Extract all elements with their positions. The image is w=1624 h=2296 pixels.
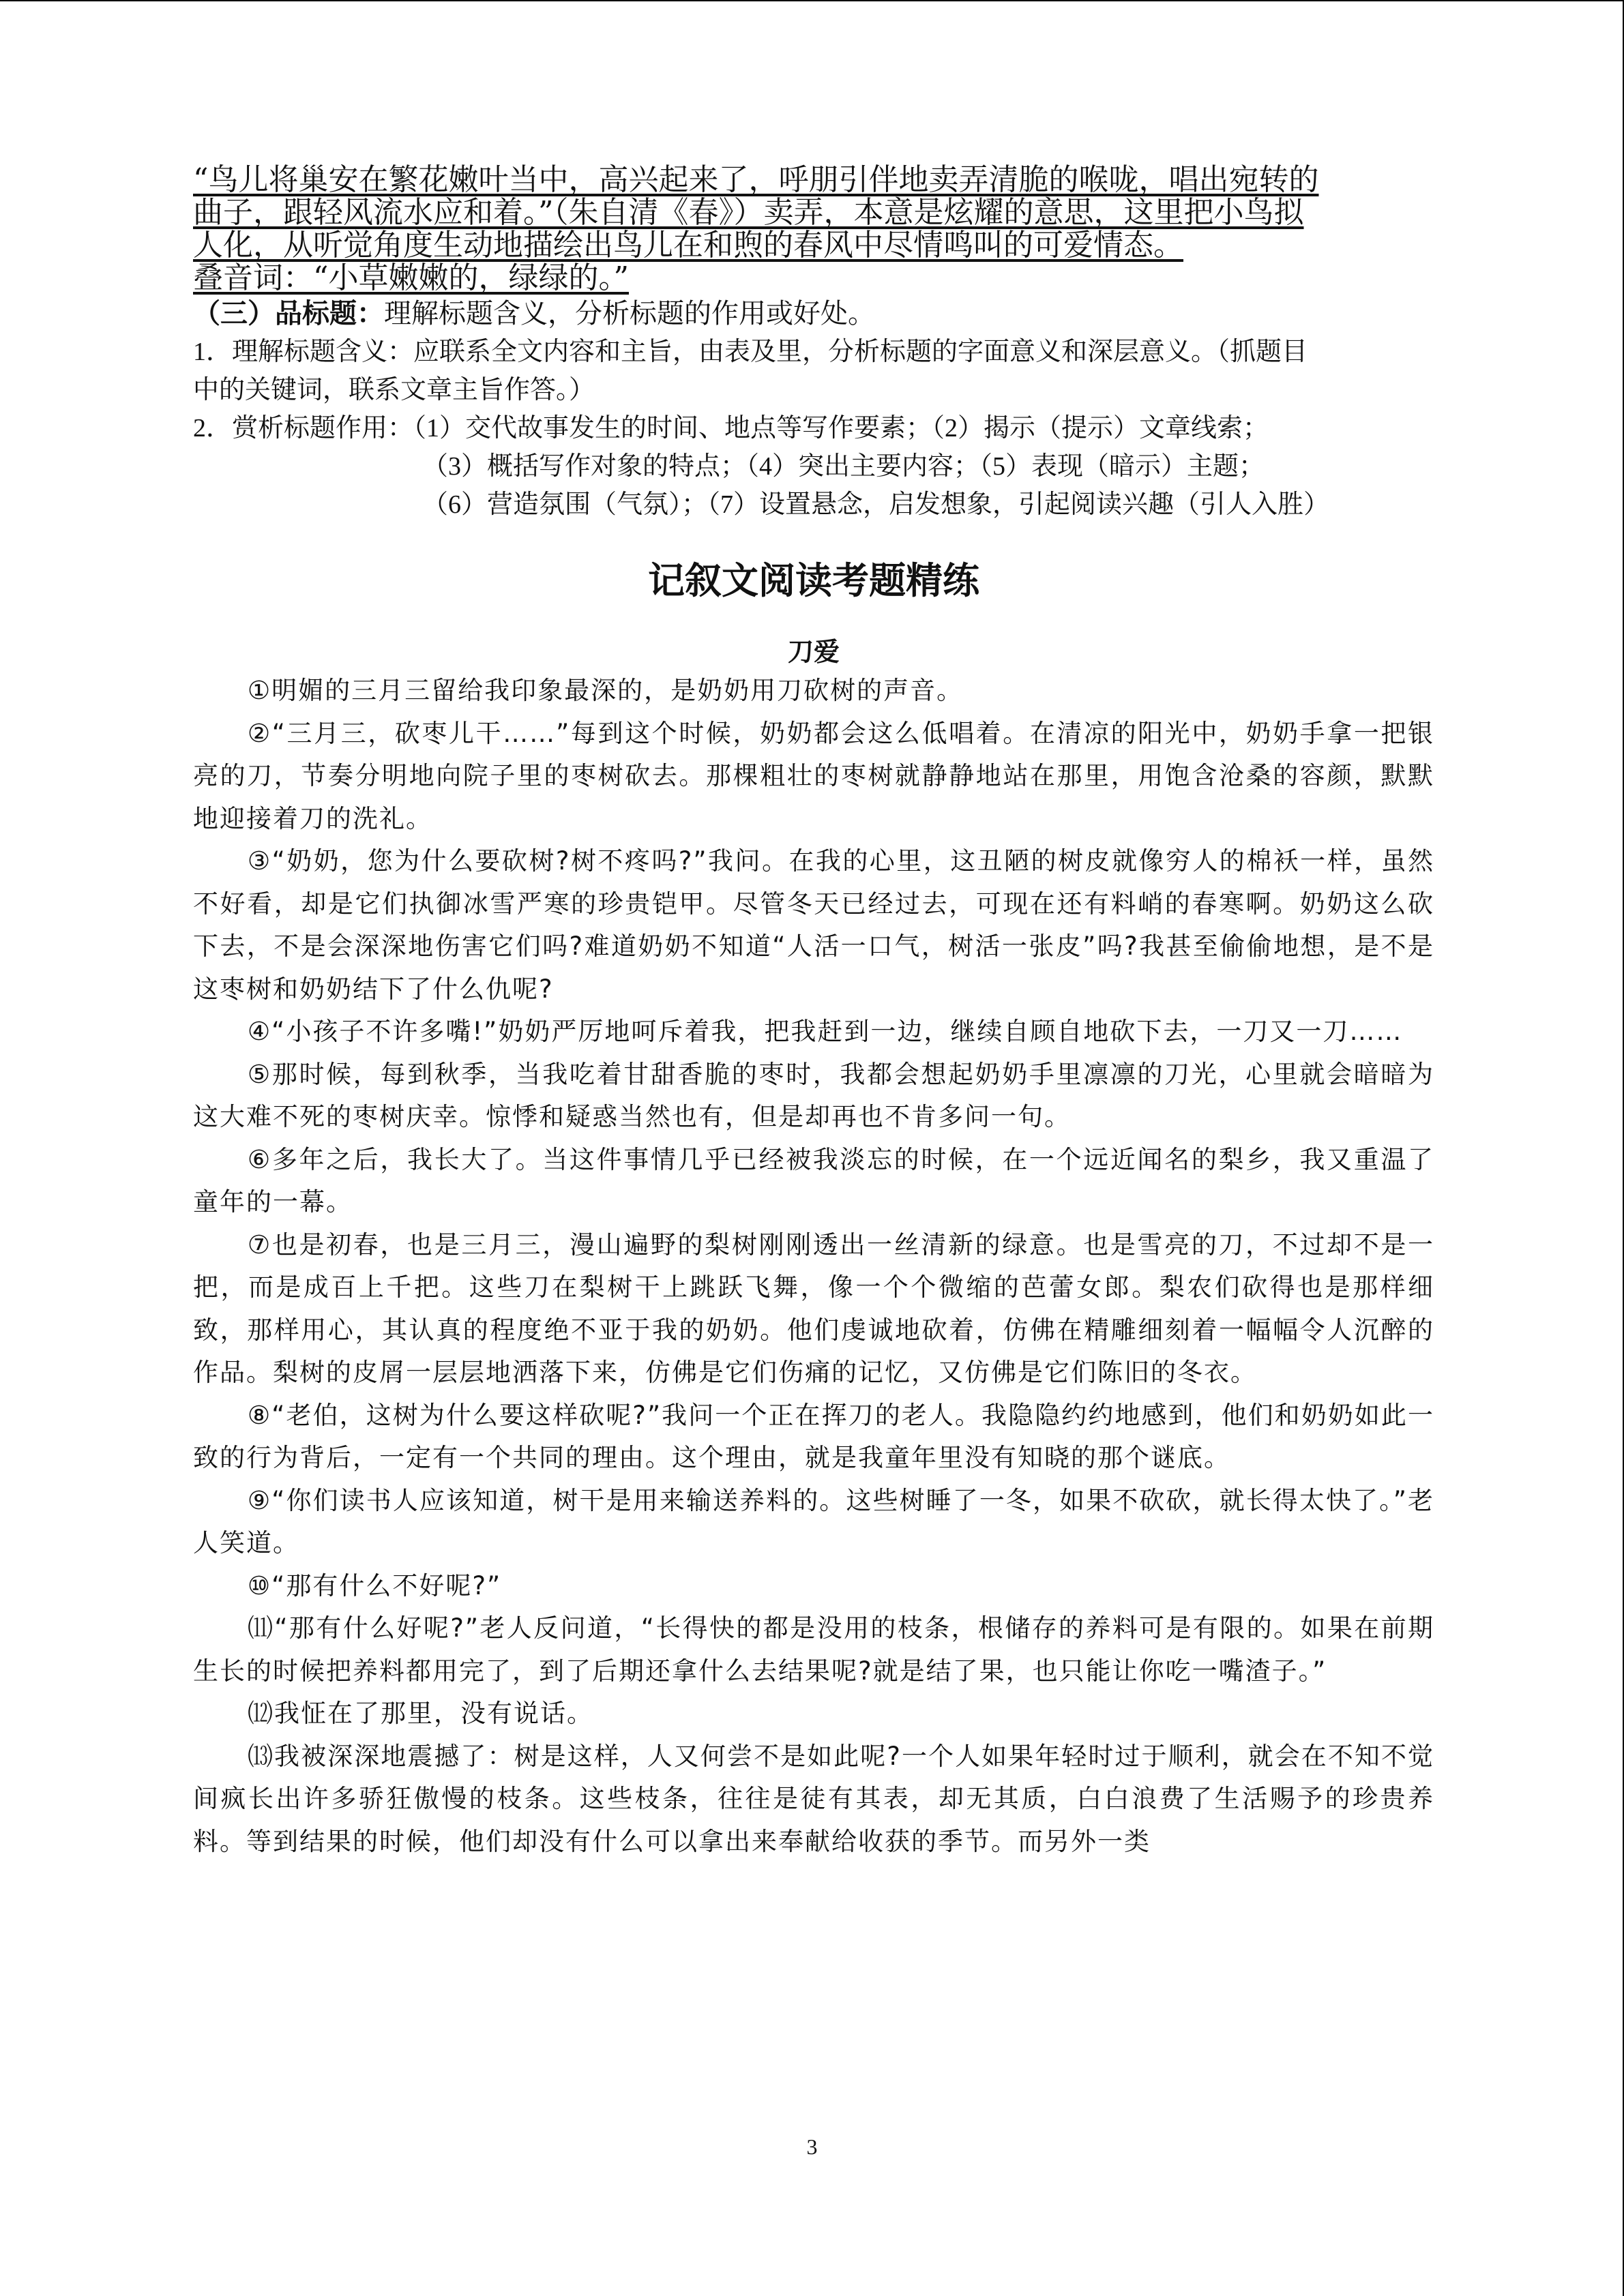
article-paragraph: ⑨“你们读书人应该知道，树干是用来输送养料的。这些树睡了一冬，如果不砍砍，就长得太快了。”老人笑道。 <box>193 1485 1434 1557</box>
section-item-text: （6）营造氛围（气氛）；（7）设置悬念，启发想象，引起阅读兴趣（引人入胜） <box>422 490 1330 519</box>
article-paragraph: ⑦也是初春，也是三月三，漫山遍野的梨树刚刚透出一丝清新的绿意。也是雪亮的刀，不过却不是一把，而是成百上千把。这些刀在梨树干上跳跃飞舞，像一个个微缩的芭蕾女郎。梨农们砍得也是那样细致，那样用心，其认真的程度绝不亚于我的奶奶。他们虔诚地砍着，仿佛在精雕细刻着一幅幅令人沉醉的作品。梨树的皮屑一层层地洒落下来，仿佛是它们伤痛的记忆，又仿佛是它们陈旧的冬衣。 <box>193 1229 1434 1387</box>
quote-line: “鸟儿将巢安在繁花嫩叶当中，高兴起来了，呼朋引伴地卖弄清脆的喉咙，唱出宛转的 <box>193 164 1319 196</box>
section-item-text: 中的关键词，联系文章主旨作答。） <box>193 376 595 404</box>
article-paragraph: ⑤那时候，每到秋季，当我吃着甘甜香脆的枣时，我都会想起奶奶手里凛凛的刀光，心里就会暗暗为这大难不死的枣树庆幸。惊悸和疑惑当然也有，但是却再也不肯多问一句。 <box>193 1059 1434 1131</box>
section-heading-row <box>193 295 1434 333</box>
article-paragraph: ①明媚的三月三留给我印象最深的，是奶奶用刀砍树的声音。 <box>248 676 964 705</box>
article-paragraph: ⒀我被深深地震撼了：树是这样，人又何尝不是如此呢?一个人如果年轻时过于顺利，就会在不知不觉间疯长出许多骄狂傲慢的枝条。这些枝条，往往是徒有其表，却无其质，白白浪费了生活赐予的珍贵养料。等到结果的时候，他们却没有什么可以拿出来奉献给收获的季节。而另外一类 <box>193 1741 1434 1856</box>
section-item-text: （3）概括写作对象的特点；（4）突出主要内容；（5）表现（暗示）主题； <box>422 452 1265 481</box>
section-item-text: 1．理解标题含义：应联系全文内容和主旨，由表及里，分析标题的字面意义和深层意义。（抓题目 <box>193 338 1308 366</box>
article-paragraph: ⑧“老伯，这树为什么要这样砍呢?”我问一个正在挥刀的老人。我隐隐约约地感到，他们和奶奶如此一致的行为背后，一定有一个共同的理由。这个理由，就是我童年里没有知晓的那个谜底。 <box>193 1400 1434 1472</box>
section-title-analysis <box>193 295 1434 524</box>
section-heading-desc: 理解标题含义，分析标题的作用或好处。 <box>384 298 875 329</box>
article-paragraph: ④“小孩子不许多嘴!”奶奶严厉地呵斥着我，把我赶到一边，继续自顾自地砍下去，一刀又一刀…… <box>248 1017 1403 1046</box>
quote-line: 叠音词：“小草嫩嫩的，绿绿的。” <box>193 262 629 295</box>
article-paragraph: ②“三月三，砍枣儿干……”每到这个时候，奶奶都会这么低唱着。在清凉的阳光中，奶奶手拿一把银亮的刀，节奏分明地向院子里的枣树砍去。那棵粗壮的枣树就静静地站在那里，用饱含沧桑的容颜，默默地迎接着刀的洗礼。 <box>193 718 1434 833</box>
article-paragraph: ⑥多年之后，我长大了。当这件事情几乎已经被我淡忘的时候，在一个远近闻名的梨乡，我又重温了童年的一幕。 <box>193 1144 1434 1217</box>
section-item-text: 2．赏析标题作用：（1）交代故事发生的时间、地点等写作要素；（2）揭示（提示）文章线索； <box>193 414 1269 443</box>
article-title: 刀爱 <box>787 637 840 667</box>
quote-line: 曲子，跟轻风流水应和着。”（朱自清《春》）卖弄，本意是炫耀的意思，这里把小鸟拟 <box>193 196 1304 229</box>
article-paragraph: ⑩“那有什么不好呢?” <box>248 1570 502 1600</box>
article-body <box>193 670 1434 1863</box>
article-paragraph: ⑿我怔在了那里，没有说话。 <box>248 1699 593 1728</box>
article-paragraph: ⑾“那有什么好呢?”老人反问道，“长得快的都是没用的枝条，根储存的养料可是有限的。如果在前期生长的时候把养料都用完了，到了后期还拿什么去结果呢?就是结了果，也只能让你吃一嘴渣子。” <box>193 1613 1434 1686</box>
page-content <box>193 164 1434 1863</box>
section-heading: （三）品标题： <box>193 298 384 329</box>
main-title: 记叙文阅读考题精练 <box>648 559 979 602</box>
quote-line: 人化，从听觉角度生动地描绘出鸟儿在和煦的春风中尽情鸣叫的可爱情态。 <box>193 229 1183 262</box>
quote-block <box>193 164 1434 295</box>
article-paragraph: ③“奶奶，您为什么要砍树?树不疼吗?”我问。在我的心里，这丑陋的树皮就像穷人的棉袄一样，虽然不好看，却是它们执御冰雪严寒的珍贵铠甲。尽管冬天已经过去，可现在还有料峭的春寒啊。奶奶这么砍下去，不是会深深地伤害它们吗?难道奶奶不知道“人活一口气，树活一张皮”吗?我甚至偷偷地想，是不是这枣树和奶奶结下了什么仇呢? <box>193 846 1434 1004</box>
page-number: 3 <box>806 2134 818 2159</box>
